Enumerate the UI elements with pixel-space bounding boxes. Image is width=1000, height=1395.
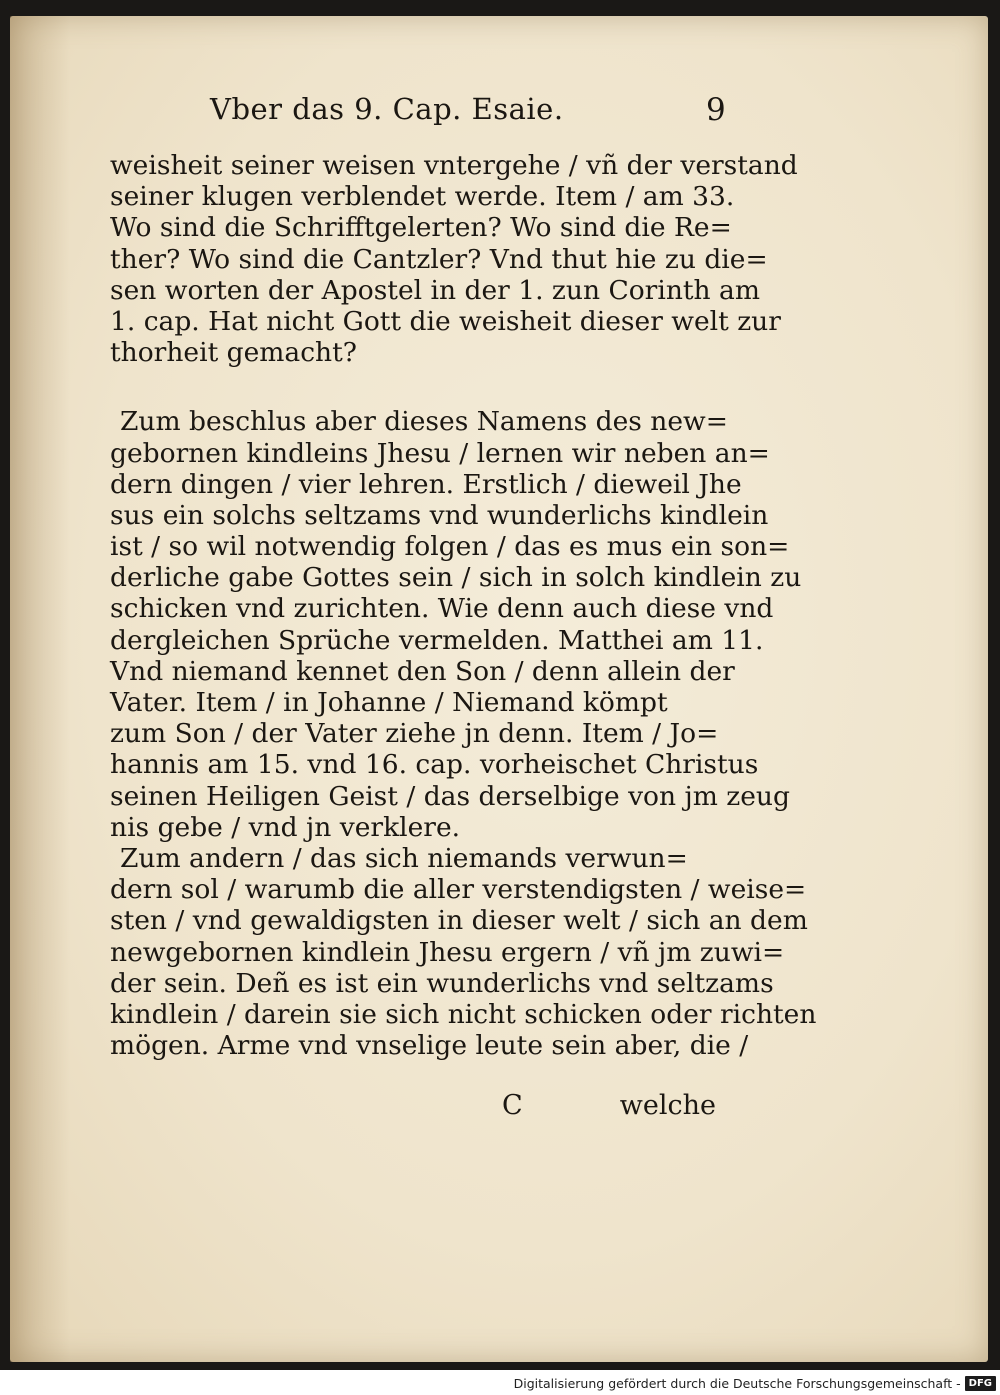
text-line: mögen. Arme vnd vnselige leute sein aber, die / xyxy=(110,1030,749,1062)
paragraph-3 xyxy=(110,842,817,1062)
text-line: nis gebe / vnd jn verklere. xyxy=(110,811,461,843)
text-line: Zum beschlus aber dieses Namens des new= xyxy=(120,406,728,438)
paragraph-2 xyxy=(110,406,802,843)
digitization-credit xyxy=(514,1372,1000,1395)
text-line: dern dingen / vier lehren. Erstlich / dieweil Jhe xyxy=(110,468,742,500)
text-line: thorheit gemacht? xyxy=(110,337,357,369)
text-line: hannis am 15. vnd 16. cap. vorheischet Christus xyxy=(110,749,759,781)
text-line: der sein. Deñ es ist ein wunderlichs vnd seltzams xyxy=(110,967,774,999)
catchword: welche xyxy=(619,1090,716,1121)
page-number: 9 xyxy=(706,92,726,128)
running-title: Vber das 9. Cap. Esaie. xyxy=(210,92,564,126)
text-line: seiner klugen verblendet werde. Item / am 33. xyxy=(110,181,735,213)
text-line: dern sol / warumb die aller verstendigsten / weise= xyxy=(110,874,807,906)
text-line: zum Son / der Vater ziehe jn denn. Item / Jo= xyxy=(110,718,719,750)
text-line: gebornen kindleins Jhesu / lernen wir neben an= xyxy=(110,437,770,469)
text-line: kindlein / darein sie sich nicht schicken oder richten xyxy=(110,998,817,1030)
catchline xyxy=(110,1090,730,1124)
text-line: ist / so wil notwendig folgen / das es mus ein son= xyxy=(110,531,790,563)
text-line: sen worten der Apostel in der 1. zun Corinth am xyxy=(110,274,760,306)
text-line: derliche gabe Gottes sein / sich in solch kindlein zu xyxy=(110,562,802,594)
text-line: sus ein solchs seltzams vnd wunderlichs kindlein xyxy=(110,499,769,531)
dfg-logo: DFG xyxy=(965,1376,996,1391)
paragraph-1 xyxy=(110,150,798,369)
text-line: Wo sind die Schrifftgelerten? Wo sind die Re= xyxy=(110,212,732,244)
text-line: Zum andern / das sich niemands verwun= xyxy=(120,842,688,874)
text-line: dergleichen Sprüche vermelden. Matthei am 11. xyxy=(110,624,764,656)
paragraph-gap xyxy=(110,368,730,406)
text-line: seinen Heiligen Geist / das derselbige von jm zeug xyxy=(110,780,790,812)
text-line: sten / vnd gewaldigsten in dieser welt / sich an dem xyxy=(110,905,808,937)
text-line: schicken vnd zurichten. Wie denn auch diese vnd xyxy=(110,593,774,625)
text-line: Vnd niemand kennet den Son / denn allein der xyxy=(110,655,735,687)
text-line: weisheit seiner weisen vntergehe / vñ der verstand xyxy=(110,150,798,181)
text-line: newgebornen kindlein Jhesu ergern / vñ jm zuwi= xyxy=(110,936,785,968)
text-line: 1. cap. Hat nicht Gott die weisheit dieser welt zur xyxy=(110,305,781,337)
text-line: Vater. Item / in Johanne / Niemand kömpt xyxy=(110,687,668,718)
body-text xyxy=(110,150,817,1062)
credit-text: Digitalisierung gefördert durch die Deutsche Forschungsgemeinschaft - xyxy=(513,1376,961,1391)
signature-mark: C xyxy=(502,1090,523,1121)
text-line: ther? Wo sind die Cantzler? Vnd thut hie zu die= xyxy=(110,243,768,275)
page-gutter-shadow xyxy=(10,16,70,1362)
